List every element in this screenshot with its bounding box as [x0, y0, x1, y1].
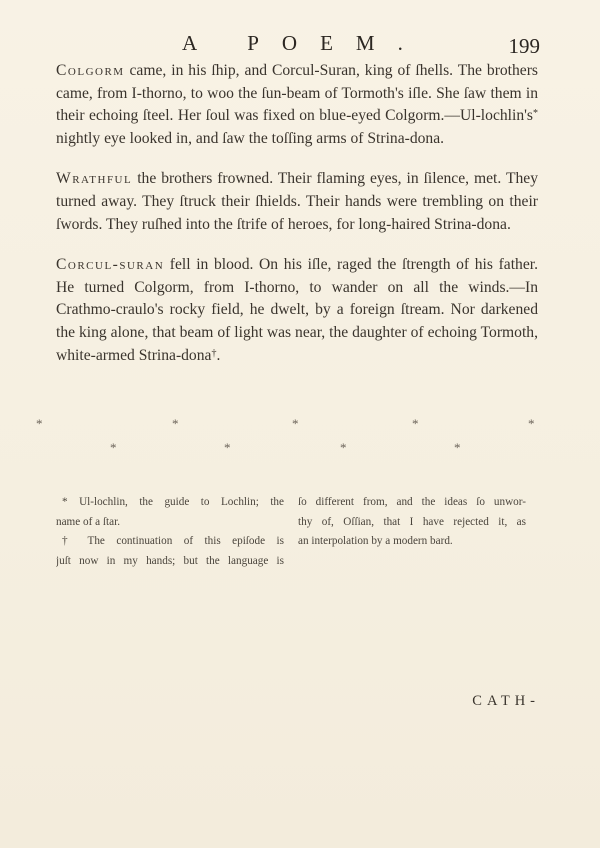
footnote-mark: †	[211, 347, 217, 359]
running-title: A POEM.	[182, 31, 426, 55]
poem-text	[56, 60, 538, 385]
asterisk: *	[412, 416, 419, 431]
paragraph-3	[56, 254, 538, 367]
paragraph-text-tail: nightly eye looked in, and ſaw the toſſing arms of Strina-dona.	[56, 129, 445, 147]
paragraph-lead-word: Corcul-suran	[56, 256, 165, 274]
asterisk: *	[36, 416, 43, 431]
asterisk: *	[528, 416, 535, 431]
paragraph-2	[56, 168, 538, 236]
footnote-line: thy of, Oſſian, that I have rejected it, as	[298, 515, 526, 528]
paragraph-lead-word: Colgorm	[56, 62, 125, 79]
asterisk: *	[110, 440, 117, 455]
footnote-line: name of a ſtar.	[56, 515, 120, 528]
footnote-line: an interpolation by a modern bard.	[298, 535, 453, 547]
paragraph-lead-word: Wrathful	[56, 170, 133, 188]
paragraph-text-tail: .	[216, 346, 221, 364]
paragraph-text: the brothers frowned. Their flaming eyes, in ſilence, met. They turned away. They ſtruck their ſhields. Their hands were trembling on their ſwords. They ruſhed into the ſtrife of heroes, for long-haired Strina-dona.	[56, 170, 538, 233]
footnote-mark: *	[533, 108, 538, 120]
footnote-line: ſo different from, and the ideas ſo unwor-	[298, 496, 526, 508]
footnote-line: * Ul-lochlin, the guide to Lochlin; the	[62, 496, 284, 508]
asterisk: *	[224, 440, 231, 455]
page-number: 199	[508, 34, 540, 58]
paragraph-1	[56, 60, 538, 150]
asterisk: *	[454, 440, 461, 455]
paragraph-text: came, in his ſhip, and Corcul-Suran, king of ſhells. The brothers came, from I-thorno, to woo the ſun-beam of Tormoth's iſle. She ſaw them in their echoing ſteel. Her ſoul was fixed on blue-eyed Colgorm.—Ul-lochlin's	[56, 62, 538, 125]
footnote-line: † The continuation of this epiſode is	[62, 535, 284, 547]
footnote-line: juſt now in my hands; but the language is	[56, 554, 284, 567]
footnote-column-left	[56, 493, 284, 571]
footnote-column-right	[298, 493, 526, 552]
asterisk: *	[292, 416, 299, 431]
asterisk: *	[172, 416, 179, 431]
running-head	[0, 28, 600, 58]
asterisk: *	[340, 440, 347, 455]
catchword: CATH-	[472, 693, 540, 709]
paragraph-text: fell in blood. On his iſle, raged the ſtrength of his father. He turned Colgorm, from I-thorno, to wander on all the winds.—In Crathmo-craulo's rocky field, he dwelt, by a foreign ſtream. Nor darkened the king alone, that beam of light was near, the daughter of echoing Tormoth, white-armed Strina-dona	[56, 256, 538, 364]
asterism-divider	[36, 414, 546, 464]
